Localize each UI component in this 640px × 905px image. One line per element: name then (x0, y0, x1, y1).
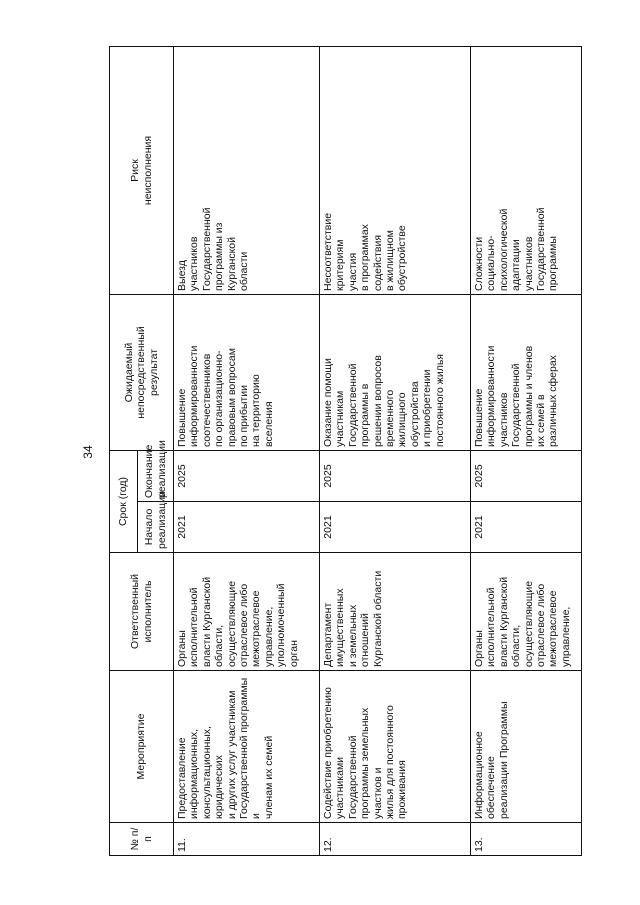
rotated-table-wrapper (109, 47, 581, 856)
page-number: 34 (81, 445, 95, 459)
cell-expected: Повышение информированности участников Государственной программы и членов их семей в различных сферах (471, 294, 582, 450)
header-risk: Риск неисполнения (110, 46, 174, 294)
cell-end: 2025 (320, 450, 471, 501)
cell-executor: Органы исполнительной власти Курганской области, осуществляющие отраслевое либо межотраслевое управление, (471, 553, 582, 671)
table-row (320, 46, 471, 855)
cell-expected: Повышение информированности соотечественников по организационно- правовым вопросам по прибытии на территорию вселения (174, 294, 320, 450)
header-term: Срок (год) (110, 450, 138, 552)
cell-num: 12. (320, 823, 471, 856)
header-expected: Ожидаемый непосредственный результат (110, 294, 174, 450)
header-executor: Ответственный исполнитель (110, 553, 174, 671)
cell-event: Содействие приобретению участниками Государственной программы земельных участков и жилья для постоянного проживания (320, 671, 471, 823)
header-end: Окончание реализации (138, 450, 174, 501)
cell-risk: Выезд участников Государственной программы из Курганской области (174, 46, 320, 294)
header-num: № п/п (110, 823, 174, 856)
table-row (174, 46, 320, 855)
cell-start: 2021 (320, 502, 471, 553)
cell-start: 2021 (174, 502, 320, 553)
cell-executor: Органы исполнительной власти Курганской области, осуществляющие отраслевое либо межотраслевое управление, уполномоченный орган (174, 553, 320, 671)
measures-table (109, 46, 582, 856)
cell-start: 2021 (471, 502, 582, 553)
cell-num: 11. (174, 823, 320, 856)
cell-risk: Сложности социально- психологической адаптации участников Государственной программы (471, 46, 582, 294)
cell-event: Информационное обеспечение реализации Программы (471, 671, 582, 823)
table-row (471, 46, 582, 855)
cell-executor: Департамент имущественных и земельных отношений Курганской области (320, 553, 471, 671)
cell-end: 2025 (174, 450, 320, 501)
cell-event: Предоставление информационных, консультационных, юридических и других услуг участникам Государственной программы и членам их семей (174, 671, 320, 823)
header-start: Начало реализации (138, 502, 174, 553)
header-event: Мероприятие (110, 671, 174, 823)
cell-end: 2025 (471, 450, 582, 501)
cell-expected: Оказание помощи участникам Государственной программы в решении вопросов временного жилищного обустройства и приобретении постоянного жилья (320, 294, 471, 450)
cell-risk: Несоответствие критериям участия в программах содействия в жилищном обустройстве (320, 46, 471, 294)
cell-num: 13. (471, 823, 582, 856)
